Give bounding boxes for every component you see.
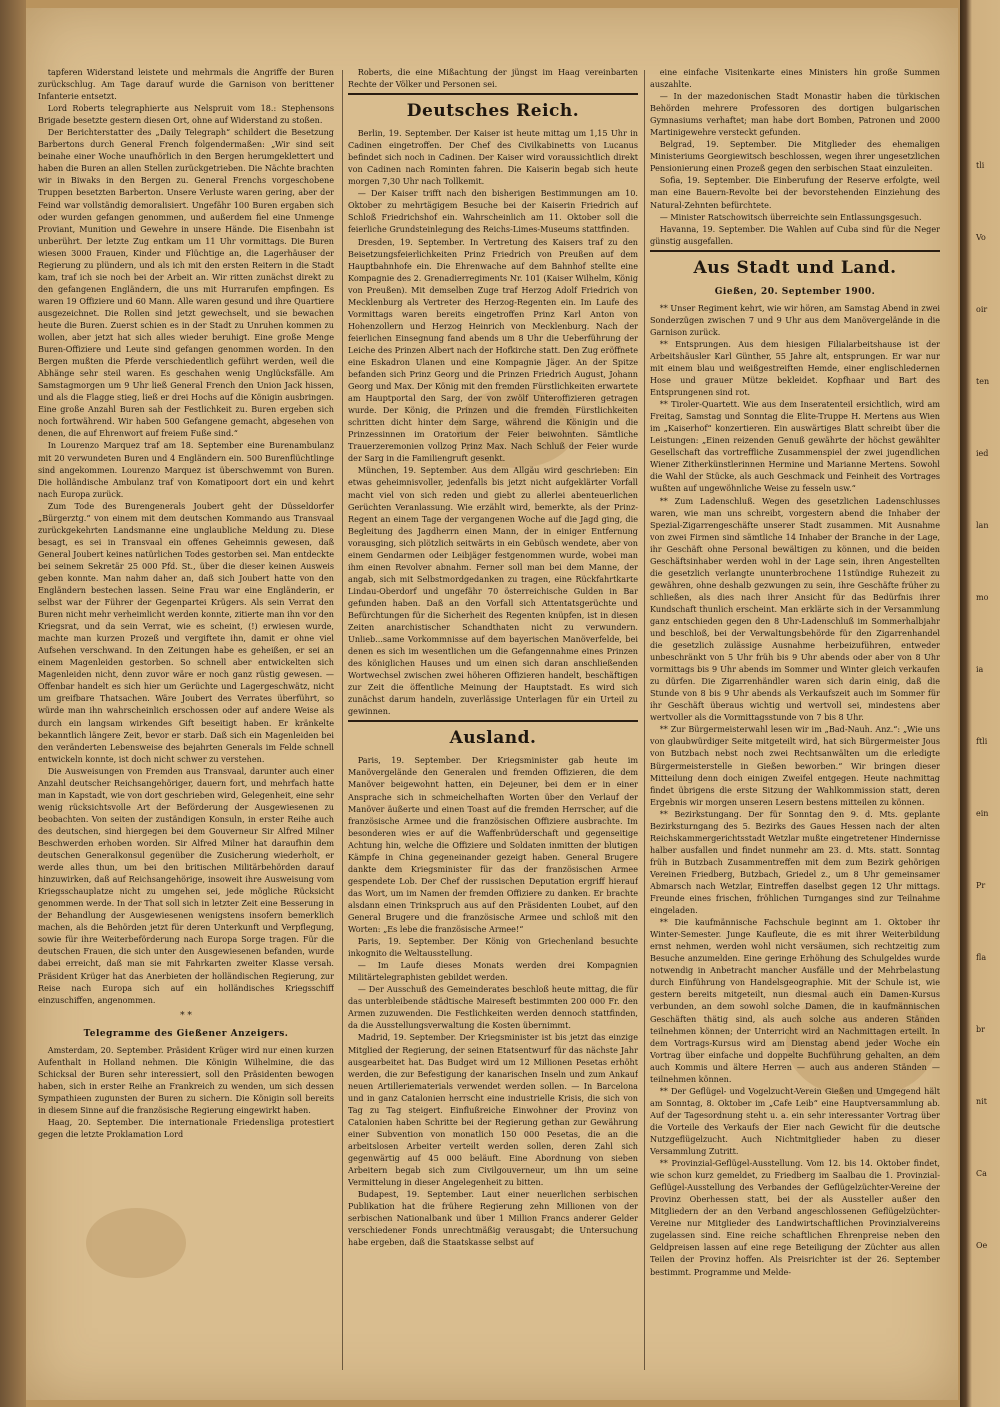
article-paragraph: — In der mazedonischen Stadt Monastir haben die türkischen Behörden mehrere Professoren des dortigen bulgarischen Gymnasiums verhaftet; man habe dort Bomben, Patronen und 2000 Martinigewehre versteckt gefunden. xyxy=(650,91,940,138)
article-paragraph: Havanna, 19. September. Die Wahlen auf Cuba sind für die Neger günstig ausgefallen. xyxy=(650,223,940,246)
adjacent-page-text-fragment: fla xyxy=(976,953,987,962)
adjacent-page-text-fragment: mo xyxy=(976,593,989,602)
column-3 xyxy=(650,66,940,1366)
section-divider xyxy=(650,250,940,252)
dateline: Gießen, 20. September 1900. xyxy=(714,286,876,297)
heading-aus-stadt-und-land: Aus Stadt und Land. xyxy=(693,257,897,278)
adjacent-page-text-fragment: oir xyxy=(976,305,988,314)
article-paragraph: — Der Ausschuß des Gemeinderates beschloß heute mittag, die für das unterbleibende städtische Maireseft bestimmten 200 000 Fr. den Armen zuzuwenden. Die Festlichkeiten werden dennoch stattfinden, da die Ausstellungsverwaltung die Kosten übernimmt. xyxy=(348,984,638,1031)
column-1-articles xyxy=(38,66,334,1006)
article-paragraph: ** Unser Regiment kehrt, wie wir hören, am Samstag Abend in zwei Sonderzügen zwischen 7 und 9 Uhr aus dem Manövergelände in die Garnison zurück. xyxy=(650,302,940,337)
article-paragraph: ** Entsprungen. Aus dem hiesigen Filialarbeitshause ist der Arbeitshäusler Karl Günther, 55 Jahre alt, entsprungen. Er war nur mit einem blau und weißgestreiften Hemde, einer englischledernen Hose und grauer Mütze bekleidet. Kopfhaar und Bart des Entsprungenen sind rot. xyxy=(650,338,940,398)
article-paragraph: ** Tiroler-Quartett. Wie aus dem Inseratenteil ersichtlich, wird am Freitag, Samstag und Sonntag die Elite-Truppe H. Mertens aus Wien im „Kaiserhof“ konzertieren. Ein auswärtiges Blatt schreibt über die Leistungen: „Einen reizenden Genuß gewährte der höchst gewählter Gesellschaft das vortreffliche Zusammenspiel der zwei jugendlichen Wiener Zitherkünstlerinnen Hermine und Marianne Mertens. Sowohl die Wahl der Stücke, als auch Geschmack und Feinheit des Vortrages wußten auf ungewöhnliche Weise zu fesseln usw.“ xyxy=(650,399,940,494)
article-paragraph: Amsterdam, 20. September. Präsident Krüger wird nur einen kurzen Aufenthalt in Holland nehmen. Die Königin Wilhelmine, die das Schicksal der Buren sehr interessiert, soll den Präsidenten bewogen haben, sich in erster Reihe an Frankreich zu wenden, um sich dessen Sympathieen zugunsten der Buren zu sichern. Die Königin soll bereits in diesem Sinne auf die französische Regierung eingewirkt haben. xyxy=(38,1044,334,1115)
article-paragraph: Paris, 19. September. Der Kriegsminister gab heute im Manövergelände den Generalen und fremden Offizieren, die dem Manöver beigewohnt hatten, ein Dejeuner, bei dem er in einer Ansprache sich in schmeichelhaften Worten über den Verlauf der Manöver äußerte und einen Toast auf die fremden Herrscher, auf die französische Armee und die französischen Offiziere ausbrachte. Im besonderen wies er auf die Waffenbrüderschaft und gegenseitige Achtung hin, welche die Offiziere und Soldaten inmitten der blutigen Kämpfe in China gegeneinander gezeigt haben. General Brugere dankte dem Kriegsminister für das der französischen Armee gespendete Lob. Der Chef der russischen Deputation ergriff hierauf das Wort, um im Namen der fremden Offiziere zu danken. Er brachte alsdann einen Trinkspruch aus auf den Präsidenten Loubet, auf den General Brugere und die französische Armee und schloß mit den Worten: „Es lebe die französische Armee!“ xyxy=(348,755,638,935)
column-rule xyxy=(644,70,645,1370)
reich-articles xyxy=(348,127,638,717)
adjacent-page-text-fragment: ia xyxy=(976,665,984,674)
article-paragraph: — Der Kaiser trifft nach den bisherigen Bestimmungen am 10. Oktober zu mehrtägigem Besuche bei der Kaiserin Friedrich auf Schloß Friedrichshof ein. Wahrscheinlich am 11. Oktober soll die feierliche Grundsteinlegung des Reichs-Limes-Museums stattfinden. xyxy=(348,188,638,235)
article-paragraph: Die Ausweisungen von Fremden aus Transvaal, darunter auch einer Anzahl deutscher Reichsangehöriger, dauern fort, und mehrfach hatte man in Kapstadt, wie von dort geschrieben wird, Gelegenheit, eine sehr wenig rücksichtsvolle Art der Beförderung der Ausgewiesenen zu beobachten. Von seiten der zuständigen Konsuln, in erster Reihe auch des deutschen, sind hiergegen bei dem Gouverneur Sir Alfred Milner Beschwerden erhoben worden. Sir Alfred Milner hat daraufhin dem deutschen Generalkonsul gegenüber die Zusicherung wiederholt, er werde alles thun, um bei den britischen Militärbehörden darauf hinzuwirken, daß auf Reichsangehörige, insoweit ihre Ausweisung vom Kriegsschauplatze nicht zu umgehen sei, jede mögliche Rücksicht genommen werde. In der That soll sich in letzter Zeit eine Besserung in der Behandlung der Ausgewiesenen wenigstens insofern bemerklich machen, als die Behörden jetzt für deren Unterkunft und Verpflegung, sowie für ihre Weiterbeförderung nach Europa Sorge tragen. Für die deutschen Frauen, die sich unter den Ausgewiesenen befanden, wurde dabei erreicht, daß man sie mit Fahrkarten zweiter Klasse versah. Präsident Krüger hat das Anerbieten der holländischen Regierung, zur Reise nach Europa sich auf ein holländisches Kriegsschiff einzuschiffen, angenommen. xyxy=(38,765,334,1005)
section-stars: * * xyxy=(180,1010,192,1021)
article-paragraph: In Lourenzo Marquez traf am 18. September eine Burenambulanz mit 20 verwundeten Buren und 4 Engländern ein. 500 Burenflüchtlinge sind angekommen. Lourenzo Marquez ist überschwemmt von Buren. Die holländische Ambulanz traf von Komatipoort dort ein und kehrt nach Europa zurück. xyxy=(38,440,334,499)
section-divider xyxy=(348,720,638,722)
article-paragraph: Der Berichterstatter des „Daily Telegraph“ schildert die Besetzung Barbertons durch General French folgendermaßen: „Wir sind seit beinahe einer Woche unaufhörlich in den Bergen herumgeklettert und haben die Buren an allen Stellen zurückgetrieben. Die Nächte brachten wir in Biwaks in den Bergen zu. General Frenchs vorgeschobene Truppen besetzten Barberton. Unsere Verluste waren gering, aber der Feind war vollständig demoralisiert. Ungefähr 100 Buren ergaben sich oder wurden gefangen genommen, und außerdem fiel eine Unmenge Proviant, Munition und Gewehre in unsere Hände. Die Eisenbahn ist unberührt. Der letzte Zug entkam um 11 Uhr vormittags. Die Buren wiesen 3000 Frauen, Kinder und Flüchtige an, die Lagerhäuser der Regierung zu plündern, und als ich mit den ersten Reitern in die Stadt kam, traf ich sie noch bei der Arbeit an. Wir ritten zunächst direkt zu den gefangenen Engländern, die uns mit Hurrarufen empfingen. Es waren 19 Offiziere und 60 Mann. Alle waren gesund und ihre Quartiere ausgezeichnet. Die Rollen sind jetzt gewechselt, und sie bewachen heute die Buren. Zuerst schien es in der Stadt zu Unruhen kommen zu wollen, aber jetzt hat sich alles wieder beruhigt. Eine große Menge Buren-Offiziere und Leute sind gefangen genommen worden. In den Bergen mußten die Pferde verschiedentlich geführt werden, weil die Abhänge sehr steil waren. Es geschahen wenig Unglücksfälle. Am Samstagmorgen um 9 Uhr ließ General French den Union Jack hissen, und als die Flagge stieg, ließ er drei Hochs auf die Königin ausbringen. Eine große Anzahl Buren sah der Festlichkeit zu. Buren ergeben sich noch fortwährend. Wir haben 500 Gefangene gemacht, abgesehen von denen, die auf Ehrenwort auf freiem Fuße sind.“ xyxy=(38,127,334,439)
adjacent-page-text-fragment: ied xyxy=(976,449,989,458)
adjacent-page-text-fragment: Oe xyxy=(976,1241,988,1250)
column-2 xyxy=(348,66,638,1366)
adjacent-page-edge xyxy=(960,0,1000,1407)
article-paragraph: Paris, 19. September. Der König von Griechenland besuchte inkognito die Weltausstellung. xyxy=(348,936,638,959)
article-paragraph: Sofia, 19. September. Die Einberufung der Reserve erfolgte, weil man eine Bauern-Revolte bei der bevorstehenden Einziehung des Natural-Zehnten befürchtete. xyxy=(650,175,940,210)
article-paragraph: München, 19. September. Aus dem Allgäu wird geschrieben: Ein etwas geheimnisvoller, jedenfalls bis jetzt nicht aufgeklärter Vorfall macht viel von sich reden und giebt zu allerlei abenteuerlichen Gerüchten Veranlassung. Wie erzählt wird, bemerkte, als der Prinz-Regent an einem Tage der vergangenen Woche auf die Jagd ging, die Begleitung des Jagdherrn einen Mann, der in einiger Entfernung vorausging, sich plötzlich seitwärts in ein Gebüsch wendete, aber von einem Gendarmen oder Leibjäger festgenommen wurde, wobei man ihm einen Revolver abnahm. Ferner soll man bei dem Manne, der angab, sich mit Selbstmordgedanken zu tragen, eine Rückfahrtkarte Lindau-Oberdorf und ungefähr 70 österreichische Gulden in Bar gefunden haben. Daß an den Vorfall sich Attentatsgerüchte und Befürchtungen für die Sicherheit des Regenten knüpfen, ist in diesen Zeiten anarchistischer Schandthaten nicht zu verwundern. Unlieb...same Vorkommnisse auf dem bayerischen Manöverfelde, bei denen es sich im wesentlichen um die Gefangennahme eines Prinzen des königlichen Hauses und um einen sich daran anschließenden Wortwechsel zwischen zwei höheren Offizieren handelt, beschäftigen zur Zeit die öffentliche Meinung der Hauptstadt. Es wird sich zunächst darum handeln, zuverlässige Unterlagen für ein Urteil zu gewinnen. xyxy=(348,465,638,717)
article-paragraph: Dresden, 19. September. In Vertretung des Kaisers traf zu den Beisetzungsfeierlichkeiten Prinz Friedrich von Preußen auf dem Hauptbahnhofe ein. Die Ehrenwache auf dem Bahnhof stellte eine Kompagnie des 2. Grenadierregiments Nr. 101 (Kaiser Wilhelm, König von Preußen). Mit demselben Zuge traf Herzog Adolf Friedrich von Mecklenburg als Vertreter des Herzog-Regenten ein. Im Laufe des Vormittags waren bereits eingetroffen Prinz Karl Anton von Hohenzollern und Herzog Heinrich von Mecklenburg. Nach der feierlichen Einsegnung fand abends um 8 Uhr die Ueberführung der Leiche des Prinzen Albert nach der Hofkirche statt. Den Zug eröffnete eine Eskadron Ulanen und eine Kompagnie Jäger. An der Spitze befanden sich Prinz Georg und die Prinzen Friedrich August, Johann Georg und Max. Der König mit den fremden Fürstlichkeiten erwartete am Hauptportal den Sarg, der von zwölf Unteroffizieren getragen wurde. Der König, die Prinzen und die fremden Fürstlichkeiten schritten dicht hinter dem Sarge, während die Königin und die Prinzessinnen im Oratorium der Feier beiwohnten. Sämtliche Trauerzeremonien vollzog Prinz Max. Nach Schluß der Feier wurde der Sarg in die Familiengruft gesenkt. xyxy=(348,236,638,464)
heading-ausland: Ausland. xyxy=(449,728,537,749)
telegram-articles xyxy=(38,1044,334,1140)
adjacent-page-text-fragment: Vo xyxy=(976,233,986,242)
article-paragraph: Madrid, 19. September. Der Kriegsminister ist bis jetzt das einzige Mitglied der Regierung, der seinen Etatsentwurf für das nächste Jahr ausgearbeitet hat. Das Budget wird um 12 Millionen Pesetas erhöht werden, die zur Befestigung der kanarischen Inseln und zum Ankauf neuen Artilleriematerials verwendet werden sollen. — In Barcelona und in ganz Catalonien herrscht eine industrielle Krisis, die sich von Tag zu Tag steigert. Einflußreiche Einwohner der Provinz von Catalonien haben Schritte bei der Regierung gethan zur Gewährung einer Subvention von monatlich 150 000 Pesetas, die an die arbeitslosen Arbeiter verteilt werden sollen, deren Zahl sich gegenwärtig auf 45 000 beläuft. Eine Abordnung von sieben Arbeitern begab sich zum Civilgouverneur, um ihn um seine Vermittelung in dieser Angelegenheit zu bitten. xyxy=(348,1032,638,1188)
adjacent-page-text-fragment: Ca xyxy=(976,1169,987,1178)
adjacent-page-text-fragment: br xyxy=(976,1025,985,1034)
article-paragraph: ** Bezirkstungang. Der für Sonntag den 9. d. Mts. geplante Bezirksturngang des 5. Bezirks des Gaues Hessen nach der alten Reichskammergerichtsstadt Wetzlar mußte eingetretener Hindernisse halber ausfallen und findet nunmehr am 23. d. Mts. statt. Sonntag früh in Butzbach Zusammentreffen mit dem zum Bezirk gehörigen Vereinen Friedberg, Butzbach, Griedel z., um 8 Uhr gemeinsamer Abmarsch nach Wetzlar, Eintreffen daselbst gegen 12 Uhr mittags. Freunde eines frischen, fröhlichen Turnganges sind zur Teilnahme eingeladen. xyxy=(650,808,940,916)
article-paragraph: — Minister Ratschowitsch überreichte sein Entlassungsgesuch. xyxy=(659,211,922,222)
article-paragraph: Haag, 20. September. Die internationale Friedensliga protestiert gegen die letzte Proklamation Lord xyxy=(38,1117,334,1140)
column-rule xyxy=(342,70,343,1370)
heading-deutsches-reich: Deutsches Reich. xyxy=(406,101,580,122)
article-paragraph: Berlin, 19. September. Der Kaiser ist heute mittag um 1,15 Uhr in Cadinen eingetroffen. Der Chef des Civilkabinetts von Lucanus befindet sich noch in Cadinen. Der Kaiser wird voraussichtlich direkt von Cadinen nach Rominten fahren. Die Kaiserin begab sich heute morgen 7,30 Uhr nach Tollkemit. xyxy=(348,128,638,187)
article-paragraph: tapferen Widerstand leistete und mehrmals die Angriffe der Buren zurückschlug. Am Tage darauf wurde die Garnison von berittener Infanterie entsetzt. xyxy=(38,67,334,102)
article-paragraph: ** Die kaufmännische Fachschule beginnt am 1. Oktober ihr Winter-Semester. Junge Kaufleute, die es mit ihrer Weiterbildung ernst nehmen, werden wohl nicht versäumen, sich rechtzeitig zum Besuche anzumelden. Eine geringe Erhöhung des Schulgeldes wurde notwendig in Anbetracht mancher Ausfälle und der Mehrbelastung durch Einführung von Handelsgeographie. Mit der Schule ist, wie gestern bereits mitgeteilt, nun diesmal auch ein Damen-Kursus verbunden, an dem sowohl solche Damen, die in kaufmännischen Geschäften thätig sind, als auch solche aus anderen Ständen teilnehmen können; der Unterricht wird an Nachmittagen erteilt. In dem Vortrags-Kursus wird am Dienstag abend jeder Woche ein Vortrag über einfache und doppelte Buchführung gehalten, an dem auch Kommis und ältere Herren — auch aus anderen Ständen — teilnehmen können. xyxy=(650,917,940,1084)
adjacent-page-text-fragment: Pr xyxy=(976,881,986,890)
article-paragraph: Belgrad, 19. September. Die Mitglieder des ehemaligen Ministeriums Georgiewitsch beschlossen, wegen ihrer ungesetzlichen Pensionierung einen Prozeß gegen den serbischen Staat einzuleiten. xyxy=(650,139,940,174)
adjacent-page-text-fragment: ftli xyxy=(976,737,988,746)
article-paragraph: Lord Roberts telegraphierte aus Nelspruit vom 18.: Stephensons Brigade besetzte gestern diesen Ort, ohne auf Widerstand zu stoßen. xyxy=(38,103,334,126)
article-paragraph: ** Provinzial-Geflügel-Ausstellung. Vom 12. bis 14. Oktober findet, wie schon kurz gemeldet, zu Friedberg im Saalbau die 1. Provinzial-Geflügel-Ausstellung des Verbandes der Geflügelzüchter-Vereine der Provinz Oberhessen statt, bei der als Aussteller außer den Mitgliedern der an den Verband angeschlossenen Geflügelzüchter-Vereine nur Mitglieder des Landwirtschaftlichen Provinzialvereins zugelassen sind. Eine reiche schaftlichen Ehrenpreise neben den Geldpreisen lassen auf eine rege Beteiligung der Züchter aus allen Teilen der Provinz hoffen. Als Preisrichter ist der 26. September bestimmt. Programme und Melde- xyxy=(650,1158,940,1277)
adjacent-page-text-fragment: ein xyxy=(976,809,989,818)
article-paragraph: Zum Tode des Burengenerals Joubert geht der Düsseldorfer „Bürgerztg.“ von einem mit dem deutschen Kommando aus Transvaal zurückgekehrten Landsmanne eine unglaubliche Meldung zu. Diese besagt, es sei in Transvaal ein offenes Geheimnis gewesen, daß General Joubert keines natürlichen Todes gestorben sei. Man entdeckte bei seinem Sekretär 25 000 Pfd. St., über die dieser keinen Ausweis geben konnte. Man nahm daher an, daß sich Joubert hatte von den Engländern bestechen lassen. Seine Frau war eine Engländerin, er selbst war der Führer der Gegenpartei Krügers. Als sein Verrat den Buren nicht mehr verheimlicht werden konnte, zitierte man ihn vor den Kriegsrat, und da sein Verrat, wie es scheint, (!) erwiesen wurde, machte man kurzen Prozeß und vergiftete ihn, damit er ohne viel Aufsehen verschwand. In den Zeitungen habe es geheißen, er sei an einem Magenleiden gestorben. So schnell aber entwickelten sich Magenleiden nicht, denn zuvor wäre er noch ganz rüstig gewesen. — Offenbar handelt es sich hier um Gerüchte und Lagergeschwätz, nicht um greifbare Thatsachen. Wäre Joubert des Verrates überführt, so würde man ihn wahrscheinlich erschossen oder auf andere Weise als durch ein langsam wirkendes Gift beseitigt haben. Er kränkelte bekanntlich längere Zeit, bevor er starb. Daß sich ein Magenleiden bei den veränderten Lebensweise des bejahrten Generals im Felde schnell entwickeln konnte, ist doch nicht schwer zu verstehen. xyxy=(38,500,334,764)
article-paragraph: — Im Laufe dieses Monats werden drei Kompagnien Militärtelegraphisten gebildet werden. xyxy=(348,960,638,983)
column-3-articles xyxy=(650,66,940,247)
article-paragraph: Budapest, 19. September. Laut einer neuerlichen serbischen Publikation hat die frühere Regierung zehn Millionen von der serbischen Nationalbank und über 1 Million Francs anderer Gelder verschiedener Fonds unrechtmäßig verausgabt; die Untersuchung habe ergeben, daß die Staatskasse selbst auf xyxy=(348,1189,638,1248)
column-1 xyxy=(38,66,334,1366)
adjacent-page-text-fragment: ten xyxy=(976,377,990,386)
adjacent-page-text-fragment: nit xyxy=(976,1097,987,1106)
adjacent-page-text-fragment: lan xyxy=(976,521,989,530)
left-binding-edge xyxy=(0,0,26,1407)
article-paragraph: ** Zum Ladenschluß. Wegen des gesetzlichen Ladenschlusses waren, wie man uns schreibt, vorgestern abend die Inhaber der Spezial-Zigarrengeschäfte unserer Stadt zusammen. Mit Ausnahme von zwei Firmen sind sämtliche 14 Inhaber der Branche in der Lage, ihr Geschäft ohne Personal bewältigen zu können, und die beiden Geschäftsinhaber werden wohl in der Lage sein, ihren Angestellten die gesetzlich verlangte ununterbrochene 11stündige Ruhezeit zu gewähren, ohne deshalb gezwungen zu sein, ihre Geschäfte früher zu schließen, als dies nach ihrer Ansicht für das Bedürfnis ihrer Kundschaft thunlich erscheint. Man erklärte sich in der Versammlung ganz entschieden gegen den 8 Uhr-Ladenschluß im Sommerhalbjahr und beschloß, bei der Verwaltungsbehörde für den Zigarrenhandel die gesetzlich zulässige Ausnahme herbeizuführen, entweder unbeschränkt von 5 Uhr früh bis 9 Uhr abends oder aber von 8 Uhr vormittags bis 9 Uhr abends im Sommer und Winter gleich verkaufen zu dürfen. Die Zigarrenhändler waren sich darin einig, daß die Stunde von 8 bis 9 Uhr abends als Verkaufszeit auch im Sommer für ihr Geschäft überaus wichtig und wertvoll sei, mindestens aber wertvoller als die Vormittagsstunde von 7 bis 8 Uhr. xyxy=(650,495,940,723)
article-paragraph: ** Der Geflügel- und Vogelzucht-Verein Gießen und Umgegend hält am Sonntag, 8. Oktober im „Cafe Leib“ eine Hauptversammlung ab. Auf der Tagesordnung steht u. a. ein sehr interessanter Vortrag über die Vorteile des Verkaufs der Eier nach Gewicht für die deutsche Nutzgeflügelzucht. Auch Nichtmitglieder haben zu dieser Versammlung Zutritt. xyxy=(650,1085,940,1157)
stadt-articles xyxy=(650,302,940,1278)
article-paragraph: eine einfache Visitenkarte eines Ministers hin große Summen auszahlte. xyxy=(650,67,940,90)
adjacent-page-text-fragment: tli xyxy=(976,161,985,170)
section-divider xyxy=(348,93,638,95)
article-paragraph: ** Zur Bürgermeisterwahl lesen wir im „Bad-Nauh. Anz.“: „Wie uns von glaubwürdiger Seite mitgeteilt wird, hat sich Bürgermeister Jous von Butzbach nebst noch zwei Rechtsanwälten um die erledigte Bürgermeisterstelle in Gießen beworben.“ Wir bringen dieser Mitteilung denn doch einigen Zweifel entgegen. Heute nachmittag findet übrigens die erste Sitzung der Wahlkommission statt, deren Ergebnis wir morgen unseren Lesern bestens mitteilen zu können. xyxy=(650,724,940,807)
ausland-articles xyxy=(348,754,638,1248)
telegram-heading: Telegramme des Gießener Anzeigers. xyxy=(83,1028,289,1039)
article-continuation: Roberts, die eine Mißachtung der jüngst im Haag vereinbarten Rechte der Völker und Personen sei. xyxy=(348,67,638,90)
